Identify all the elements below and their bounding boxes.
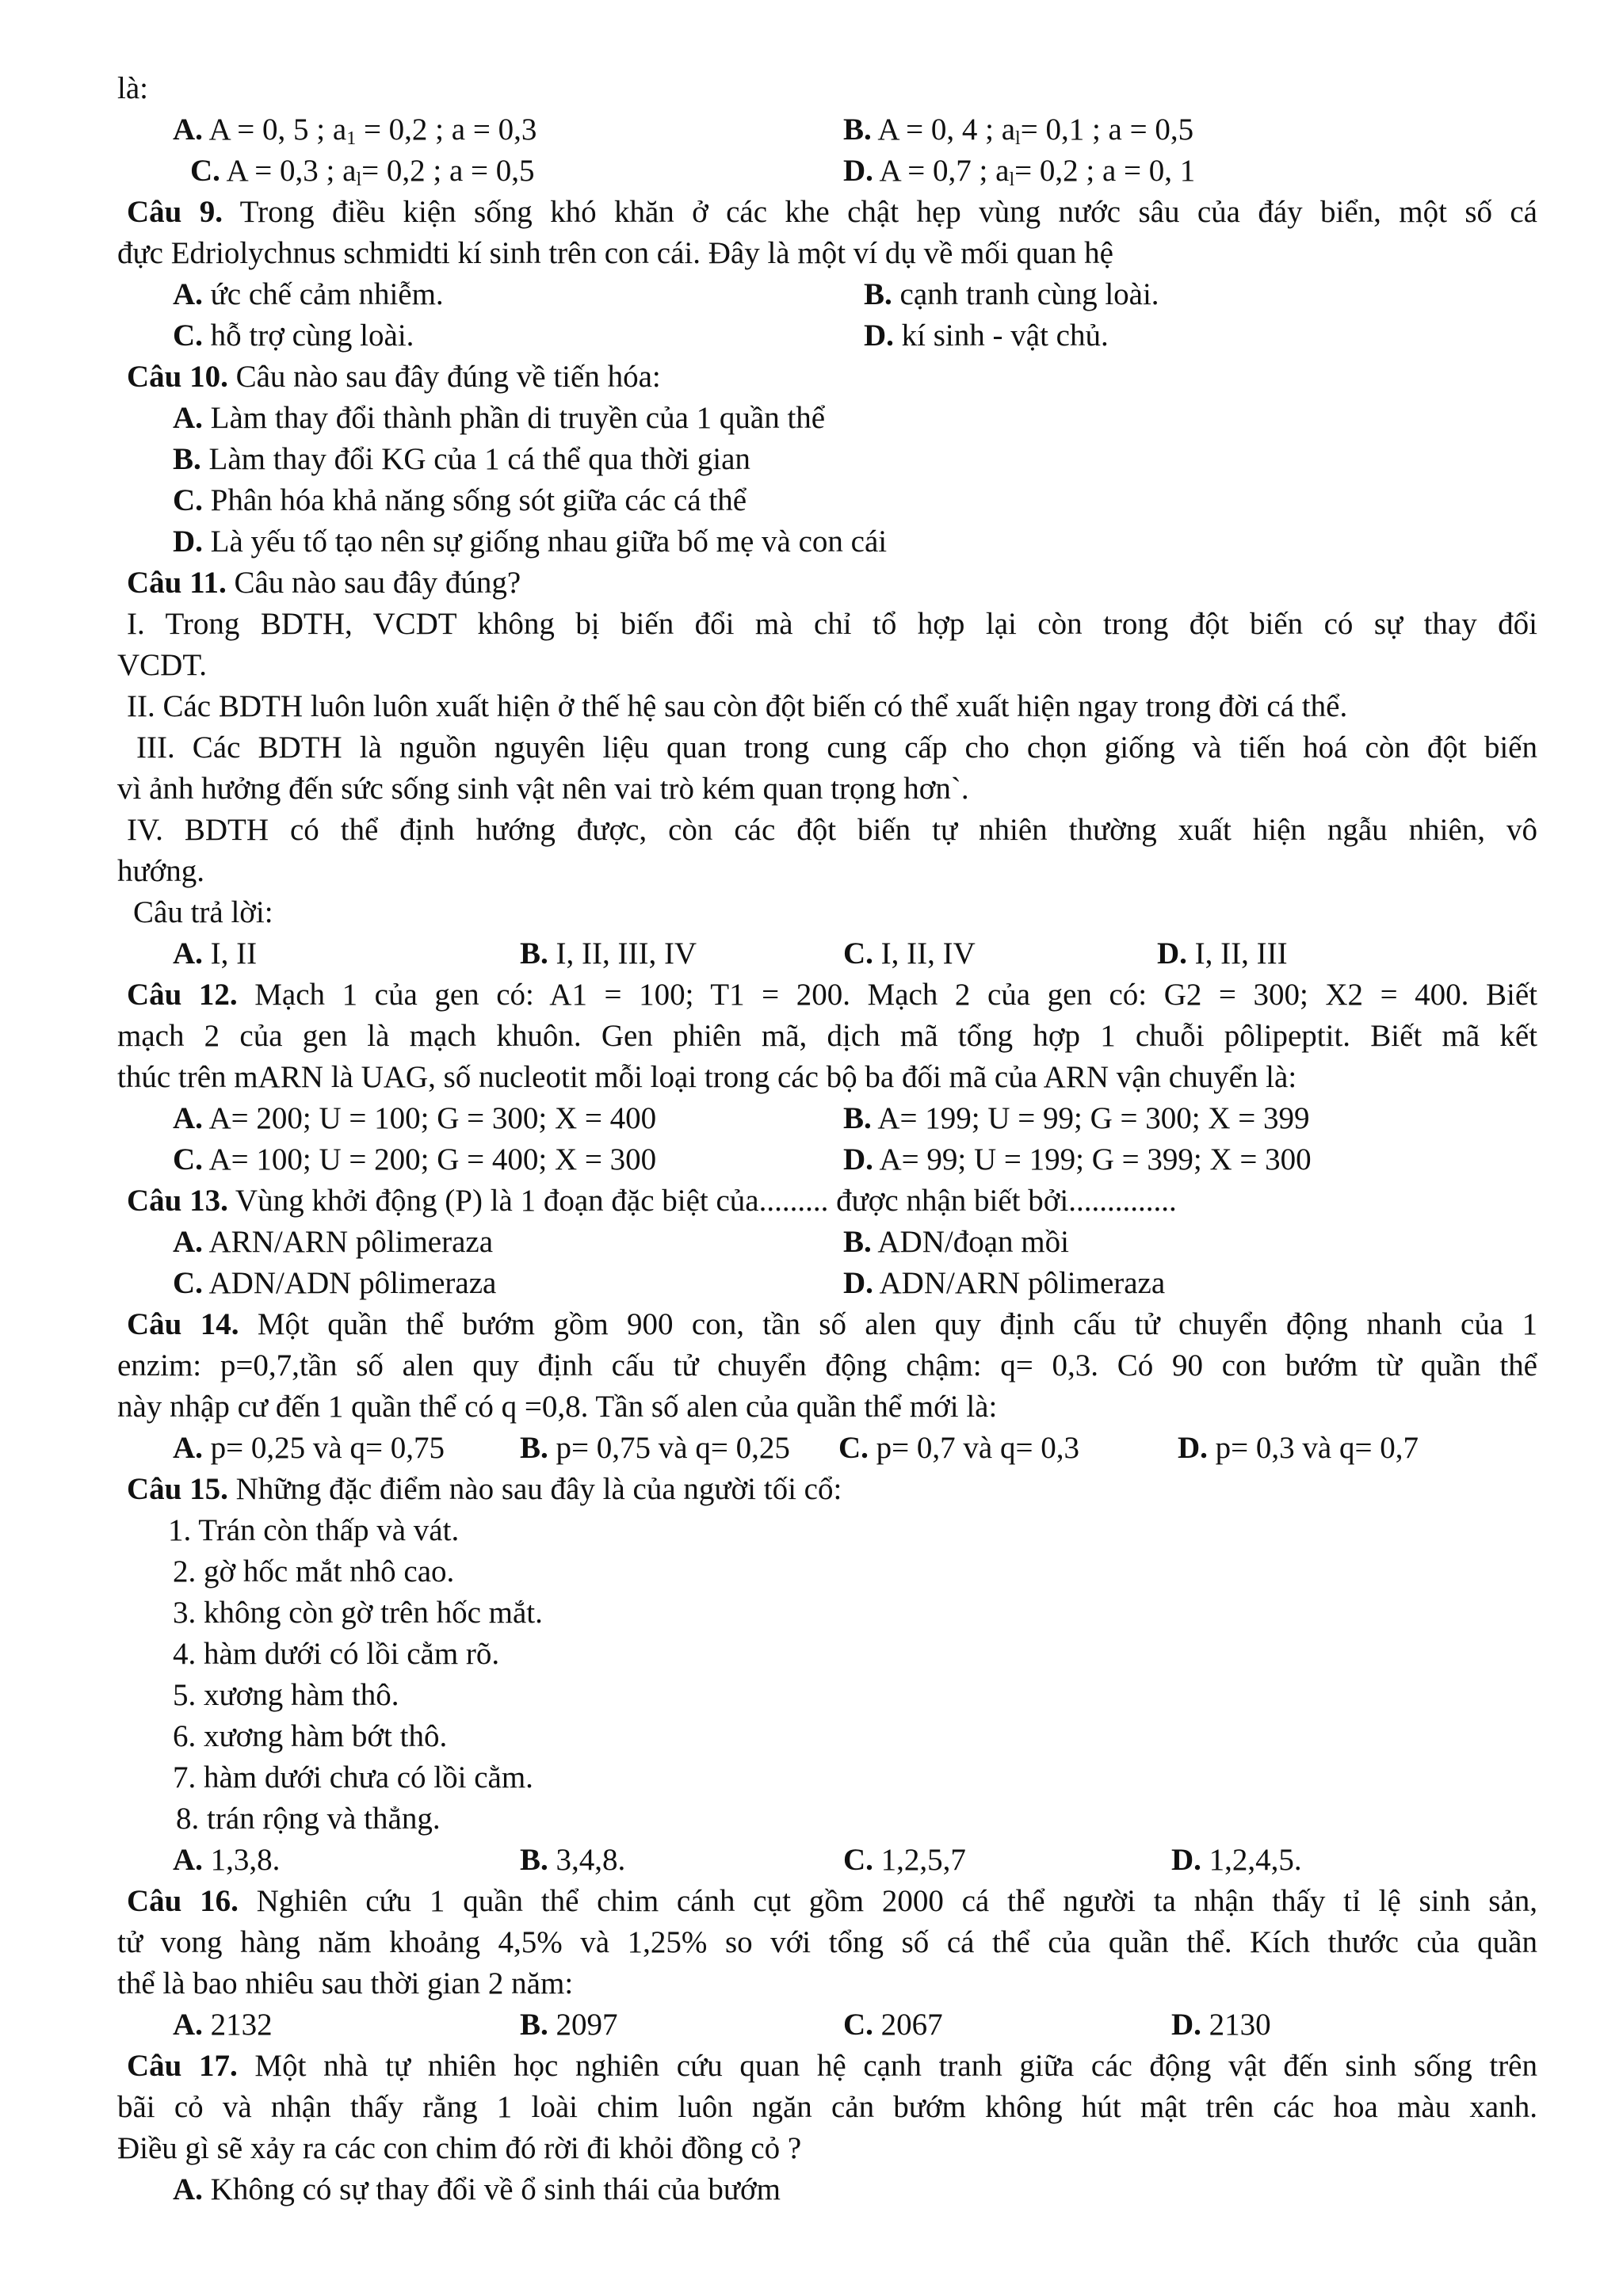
q10-option-b: B. Làm thay đổi KG của 1 cá thể qua thời gian <box>173 442 750 476</box>
q10-stem: Câu 10. Câu nào sau đây đúng về tiến hóa: <box>127 360 661 394</box>
q15-item: 7. hàm dưới chưa có lồi cằm. <box>173 1760 533 1794</box>
q11-option-d: D. I, II, III <box>1157 936 1288 971</box>
q12-option-c: C. A= 100; U = 200; G = 400; X = 300 <box>173 1142 657 1177</box>
q8-option-b: B. A = 0, 4 ; $a_l= 0,1$ ; a = 0,5 <box>843 113 1194 149</box>
q12-option-b: B. A= 199; U = 99; G = 300; X = 399 <box>843 1101 1310 1135</box>
q17-stem-line3: Điều gì sẽ xảy ra các con chim đó rời đi khỏi đồng cỏ ? <box>117 2131 802 2165</box>
q8-option-c: C. A = 0,3 ; $a_l= 0,2$ ; a = 0,5 <box>190 154 535 190</box>
q14-option-c: C. p= 0,7 và q= 0,3 <box>838 1431 1079 1465</box>
q15-option-b: B. 3,4,8. <box>520 1843 626 1877</box>
q11-statement-1-line2: VCDT. <box>117 648 208 682</box>
q11-statement-1-line1: I. Trong BDTH, VCDT không bị biến đổi mà chỉ tổ hợp lại còn trong đột biến có sự thay đổi <box>127 607 1537 641</box>
intro-text: là: <box>117 71 148 105</box>
q16-option-c: C. 2067 <box>843 2008 943 2042</box>
q11-option-b: B. I, II, III, IV <box>520 936 697 971</box>
q16-stem-line3: thể là bao nhiêu sau thời gian 2 năm: <box>117 1966 574 2000</box>
q11-option-a: A. I, II <box>173 936 258 971</box>
q11-option-c: C. I, II, IV <box>843 936 976 971</box>
q9-stem-line2: đực Edriolychnus schmidti kí sinh trên con cái. Đây là một ví dụ về mối quan hệ <box>117 236 1113 270</box>
q11-statement-2: II. Các BDTH luôn luôn xuất hiện ở thế hệ sau còn đột biến có thể xuất hiện ngay trong đời cá thể. <box>127 689 1348 723</box>
q11-stem: Câu 11. Câu nào sau đây đúng? <box>127 566 521 600</box>
q11-answer-prompt: Câu trả lời: <box>133 895 273 929</box>
q9-option-a: A. ức chế cảm nhiễm. <box>173 277 444 311</box>
q16-option-b: B. 2097 <box>520 2008 618 2042</box>
q12-stem-line1: Câu 12. Mạch 1 của gen có: A1 = 100; T1 = 200. Mạch 2 của gen có: G2 = 300; X2 = 400. Biết <box>127 978 1537 1012</box>
q15-stem: Câu 15. Những đặc điểm nào sau đây là của người tối cổ: <box>127 1472 842 1506</box>
q11-statement-3-line1: III. Các BDTH là nguồn nguyên liệu quan trong cung cấp cho chọn giống và tiến hoá còn đột biến <box>136 730 1537 765</box>
q11-statement-3-line2: vì ảnh hưởng đến sức sống sinh vật nên vai trò kém quan trọng hơn`. <box>117 772 969 806</box>
q15-item: 3. không còn gờ trên hốc mắt. <box>173 1596 543 1630</box>
q9-option-d: D. kí sinh - vật chủ. <box>864 318 1109 353</box>
q15-option-d: D. 1,2,4,5. <box>1171 1843 1302 1877</box>
q16-stem-line1: Câu 16. Nghiên cứu 1 quần thể chim cánh cụt gồm 2000 cá thể người ta nhận thấy tỉ lệ sinh sản, <box>127 1884 1537 1918</box>
q12-option-a: A. A= 200; U = 100; G = 300; X = 400 <box>173 1101 657 1135</box>
q15-item: 4. hàm dưới có lồi cằm rõ. <box>173 1637 500 1671</box>
q12-stem-line2: mạch 2 của gen là mạch khuôn. Gen phiên mã, dịch mã tổng hợp 1 chuỗi pôlipeptit. Biết mã kết <box>117 1019 1537 1053</box>
q15-item: 8. trán rộng và thẳng. <box>176 1802 441 1836</box>
q17-option-a: A. Không có sự thay đổi về ổ sinh thái của bướm <box>173 2172 781 2206</box>
q15-item: 1. Trán còn thấp và vát. <box>168 1513 460 1547</box>
q17-stem-line1: Câu 17. Một nhà tự nhiên học nghiên cứu quan hệ cạnh tranh giữa các động vật đến sinh sống trên <box>127 2049 1537 2083</box>
q13-option-d: D. ADN/ARN pôlimeraza <box>843 1266 1166 1300</box>
q13-option-c: C. ADN/ADN pôlimeraza <box>173 1266 497 1300</box>
q14-stem-line1: Câu 14. Một quần thể bướm gồm 900 con, tần số alen quy định cấu tử chuyển động nhanh của 1 <box>127 1307 1537 1341</box>
q15-option-a: A. 1,3,8. <box>173 1843 281 1877</box>
q10-option-d: D. Là yếu tố tạo nên sự giống nhau giữa bố mẹ và con cái <box>173 524 888 559</box>
q9-stem-line1: Câu 9. Trong điều kiện sống khó khăn ở các khe chật hẹp vùng nước sâu của đáy biển, một số cá <box>127 195 1537 229</box>
q14-option-b: B. p= 0,75 và q= 0,25 <box>520 1431 790 1465</box>
q16-option-d: D. 2130 <box>1171 2008 1271 2042</box>
q14-option-a: A. p= 0,25 và q= 0,75 <box>173 1431 445 1465</box>
q9-option-b: B. cạnh tranh cùng loài. <box>864 277 1159 311</box>
q15-item: 2. gờ hốc mắt nhô cao. <box>173 1554 455 1589</box>
q8-option-d: D. A = 0,7 ; $a_l= 0,2$ ; a = 0, 1 <box>843 154 1196 190</box>
q10-option-c: C. Phân hóa khả năng sống sót giữa các cá thể <box>173 483 747 517</box>
q16-stem-line2: tử vong hàng năm khoảng 4,5% và 1,25% so với tổng số cá thể của quần thể. Kích thước của quần <box>117 1925 1537 1959</box>
q17-stem-line2: bãi cỏ và nhận thấy rằng 1 loài chim luôn ngăn cản bướm không hút mật trên các hoa màu xanh. <box>117 2090 1537 2124</box>
q15-option-c: C. 1,2,5,7 <box>843 1843 966 1877</box>
q15-item: 5. xương hàm thô. <box>173 1678 399 1712</box>
q14-option-d: D. p= 0,3 và q= 0,7 <box>1178 1431 1419 1465</box>
q8-option-a: A. A = 0, 5 ; $a_1 = 0,2$ ; a = 0,3 <box>173 113 537 149</box>
q15-item: 6. xương hàm bớt thô. <box>173 1719 448 1753</box>
q13-stem: Câu 13. Vùng khởi động (P) là 1 đoạn đặc biệt của......... được nhận biết bởi.............. <box>127 1184 1177 1218</box>
q11-statement-4-line1: IV. BDTH có thể định hướng được, còn các đột biến tự nhiên thường xuất hiện ngẫu nhiên, vô <box>127 813 1537 847</box>
q12-option-d: D. A= 99; U = 199; G = 399; X = 300 <box>843 1142 1312 1177</box>
q16-option-a: A. 2132 <box>173 2008 273 2042</box>
q13-option-a: A. ARN/ARN pôlimeraza <box>173 1225 494 1259</box>
q9-option-c: C. hỗ trợ cùng loài. <box>173 318 414 353</box>
q10-option-a: A. Làm thay đổi thành phần di truyền của 1 quần thể <box>173 401 826 435</box>
q14-stem-line2: enzim: p=0,7,tần số alen quy định cấu tử chuyển động chậm: q= 0,3. Có 90 con bướm từ quần thể <box>117 1348 1537 1383</box>
q12-stem-line3: thúc trên mARN là UAG, số nucleotit mỗi loại trong các bộ ba đối mã của ARN vận chuyển là: <box>117 1060 1297 1094</box>
q14-stem-line3: này nhập cư đến 1 quần thể có q =0,8. Tần số alen của quần thể mới là: <box>117 1390 998 1424</box>
q11-statement-4-line2: hướng. <box>117 854 205 888</box>
q13-option-b: B. ADN/đoạn mồi <box>843 1225 1069 1259</box>
